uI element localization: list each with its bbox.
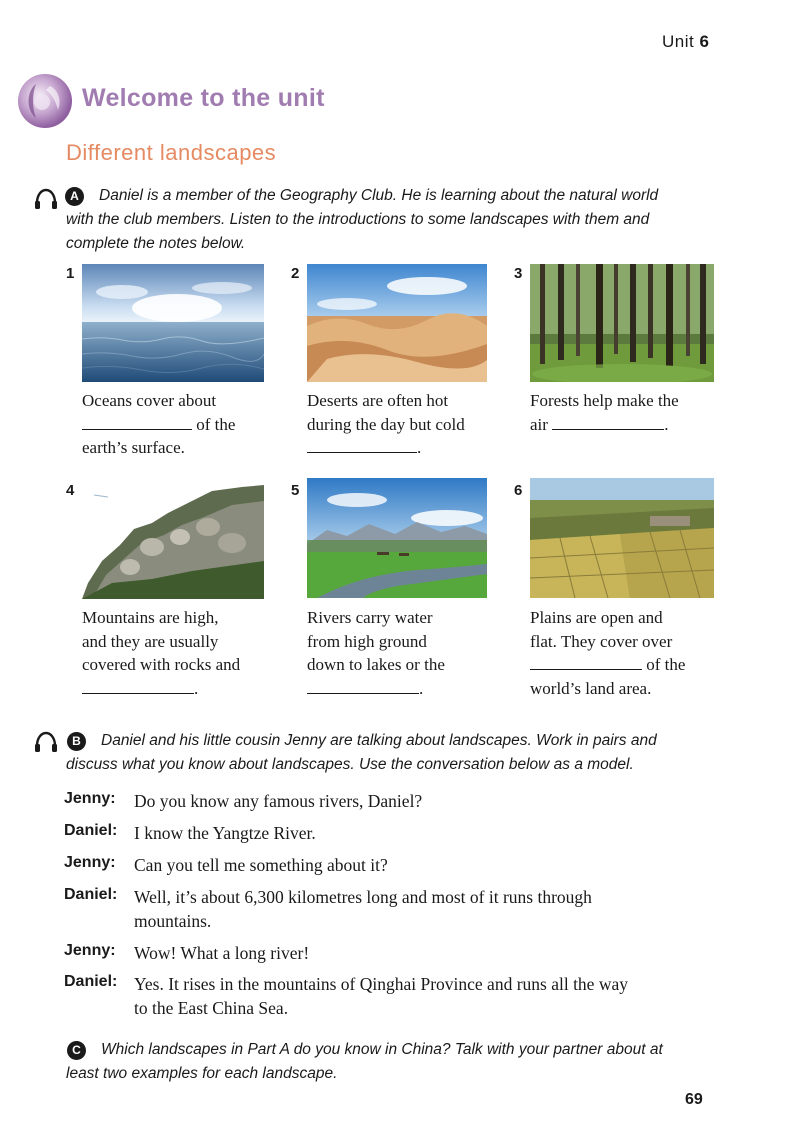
part-a-badge: A <box>65 187 84 206</box>
mountain-photo <box>82 483 264 599</box>
note-4-answer-blank[interactable] <box>82 679 194 694</box>
note-1-line2 <box>82 413 302 437</box>
forest-photo <box>530 264 714 382</box>
note-1 <box>82 389 302 460</box>
headphones-icon[interactable] <box>33 730 59 754</box>
unit-logo-icon <box>16 72 74 130</box>
note-6-line3-text: of the <box>646 655 686 674</box>
note-6-line1: Plains are open and <box>530 608 663 627</box>
ocean-photo <box>82 264 264 382</box>
note-5-line1: Rivers carry water <box>307 608 433 627</box>
note-5 <box>307 606 527 700</box>
speaker-name: Daniel: <box>64 822 118 839</box>
note-1-line3: earth’s surface. <box>82 438 185 457</box>
part-c-instruction-line2: least two examples for each landscape. <box>66 1065 338 1082</box>
part-b-instruction-line2: discuss what you know about landscapes. Use the conversation below as a model. <box>66 756 634 773</box>
item-number-4: 4 <box>66 482 75 499</box>
note-3-line2-end: . <box>664 414 669 434</box>
part-b-badge: B <box>67 732 86 751</box>
headphones-icon[interactable] <box>33 187 59 211</box>
note-3-line2 <box>530 413 750 437</box>
river-photo <box>307 478 487 598</box>
plain-photo <box>530 478 714 598</box>
section-subtitle: Different landscapes <box>66 140 277 165</box>
note-6-answer-blank[interactable] <box>530 655 642 670</box>
dialogue-text: Wow! What a long river! <box>134 943 310 963</box>
note-3-answer-blank[interactable] <box>552 415 664 430</box>
note-2-line2: during the day but cold <box>307 414 465 434</box>
unit-label <box>662 32 709 52</box>
part-a-instruction-line1: Daniel is a member of the Geography Club. He is learning about the natural world <box>99 187 659 204</box>
speaker-name: Daniel: <box>64 973 118 990</box>
note-1-line2-text: of the <box>196 414 236 434</box>
note-6-line3 <box>530 653 750 677</box>
note-5-line4-text: . <box>419 678 424 698</box>
note-6 <box>530 606 750 700</box>
item-number-2: 2 <box>291 265 300 282</box>
item-number-6: 6 <box>514 482 523 499</box>
unit-number: 6 <box>699 32 710 51</box>
part-c-instruction-line1: Which landscapes in Part A do you know in China? Talk with your partner about at <box>101 1041 663 1058</box>
note-2-line3-text: . <box>417 438 422 457</box>
note-3 <box>530 389 750 436</box>
note-5-line3: down to lakes or the <box>307 655 445 674</box>
note-1-line1: Oceans cover about <box>82 391 217 410</box>
note-4-line4 <box>82 677 302 701</box>
note-5-line4 <box>307 677 527 701</box>
dialogue-text: Yes. It rises in the mountains of Qinghai Province and runs all the way <box>134 974 628 994</box>
item-number-3: 3 <box>514 265 523 282</box>
note-2-line1: Deserts are often hot <box>307 391 449 410</box>
speaker-name: Jenny: <box>64 854 116 871</box>
dialogue-text-continued: to the East China Sea. <box>134 998 289 1018</box>
note-1-answer-blank[interactable] <box>82 415 192 430</box>
item-number-1: 1 <box>66 265 75 282</box>
dialogue-text: Well, it’s about 6,300 kilometres long and most of it runs through <box>134 887 592 907</box>
dialogue-text: I know the Yangtze River. <box>134 823 316 843</box>
page-title: Welcome to the unit <box>82 84 325 112</box>
note-4-line1: Mountains are high, <box>82 608 219 627</box>
part-a-instruction-line2: with the club members. Listen to the introductions to some landscapes with them and <box>66 211 650 228</box>
note-3-line1: Forests help make the <box>530 391 679 410</box>
item-number-5: 5 <box>291 482 300 499</box>
speaker-name: Daniel: <box>64 886 118 903</box>
note-4-line3: covered with rocks and <box>82 655 241 674</box>
unit-prefix: Unit <box>662 32 695 51</box>
note-6-line4: world’s land area. <box>530 678 652 698</box>
dialogue-text-continued: mountains. <box>134 911 212 931</box>
note-5-answer-blank[interactable] <box>307 679 419 694</box>
dialogue-text: Do you know any famous rivers, Daniel? <box>134 791 423 811</box>
desert-photo <box>307 264 487 382</box>
dialogue-text: Can you tell me something about it? <box>134 855 388 875</box>
note-4-line4-text: . <box>194 678 199 698</box>
note-2-line3 <box>307 436 527 460</box>
note-3-line2-text: air <box>530 414 548 434</box>
note-4-line2: and they are usually <box>82 631 219 651</box>
note-5-line2: from high ground <box>307 631 427 651</box>
part-c-badge: C <box>67 1041 86 1060</box>
note-4 <box>82 606 302 700</box>
part-b-instruction-line1: Daniel and his little cousin Jenny are talking about landscapes. Work in pairs and <box>101 732 657 749</box>
part-a-instruction-line3: complete the notes below. <box>66 235 246 252</box>
page-number: 69 <box>685 1091 703 1108</box>
note-6-line2: flat. They cover over <box>530 631 673 651</box>
speaker-name: Jenny: <box>64 942 116 959</box>
speaker-name: Jenny: <box>64 790 116 807</box>
note-2-answer-blank[interactable] <box>307 438 417 453</box>
note-2 <box>307 389 527 460</box>
